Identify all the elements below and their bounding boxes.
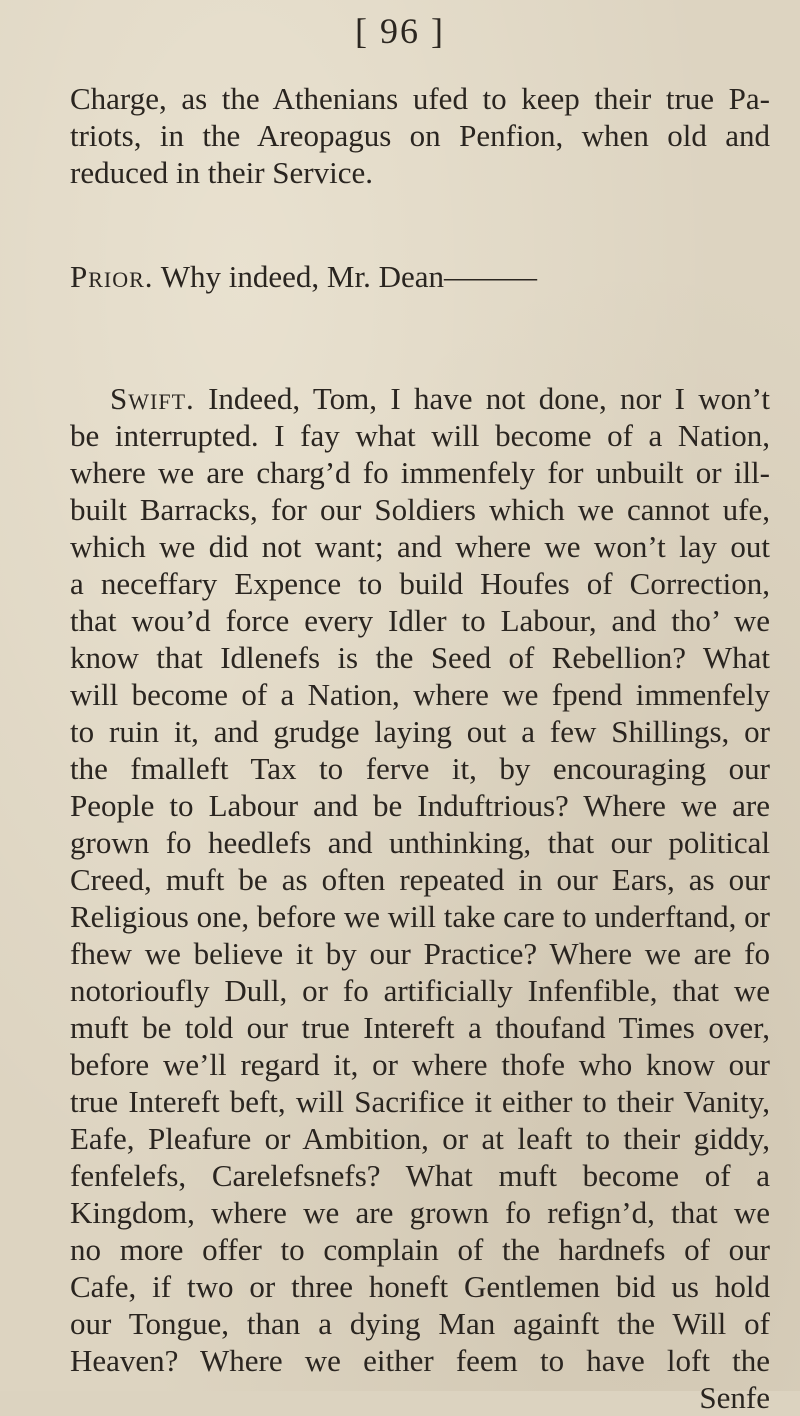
- swift-line: no more offer to complain of the hardnefs of our: [70, 1232, 770, 1267]
- swift-line: People to Labour and be Induftrious? Where we are: [70, 788, 770, 823]
- catchword: Senfe: [699, 1380, 770, 1415]
- swift-line: the fmalleft Tax to ferve it, by encouraging our: [70, 751, 770, 786]
- swift-line: a neceffary Expence to build Houfes of Correction,: [70, 566, 770, 601]
- prior-line: [70, 258, 770, 295]
- swift-line-first: [70, 380, 770, 417]
- swift-line: before we’ll regard it, or where thofe who know our: [70, 1047, 770, 1082]
- swift-speech: [70, 380, 770, 1416]
- prior-speech: [70, 258, 770, 295]
- swift-line: will become of a Nation, where we fpend immenfely: [70, 677, 770, 712]
- speaker-swift: Swift.: [110, 381, 195, 416]
- swift-line: be interrupted. I fay what will become of a Nation,: [70, 418, 770, 453]
- swift-line: muft be told our true Intereft a thoufand Times over,: [70, 1010, 770, 1045]
- speaker-prior: Prior.: [70, 259, 154, 294]
- swift-line: notorioufly Dull, or fo artificially Infenfible, that we: [70, 973, 770, 1008]
- swift-line: built Barracks, for our Soldiers which we cannot ufe,: [70, 492, 770, 527]
- swift-line: to ruin it, and grudge laying out a few Shillings, or: [70, 714, 770, 749]
- swift-line: true Intereft beft, will Sacrifice it either to their Vanity,: [70, 1084, 770, 1119]
- intro-line-3: reduced in their Service.: [70, 155, 373, 190]
- swift-line: that wou’d force every Idler to Labour, and tho’ we: [70, 603, 770, 638]
- intro-paragraph: [70, 80, 770, 191]
- swift-line: which we did not want; and where we won’t lay out: [70, 529, 770, 564]
- swift-line: Kingdom, where we are grown fo refign’d, that we: [70, 1195, 770, 1230]
- swift-line: Eafe, Pleafure or Ambition, or at leaft to their giddy,: [70, 1121, 770, 1156]
- swift-line: where we are charg’d fo immenfely for unbuilt or ill-: [70, 455, 770, 490]
- prior-text: Why indeed, Mr. Dean———: [160, 259, 537, 294]
- page-number: [ 96 ]: [355, 11, 445, 51]
- intro-line-1: Charge, as the Athenians ufed to keep their true Pa-: [70, 81, 770, 116]
- swift-line: our Tongue, than a dying Man againft the Will of: [70, 1306, 770, 1341]
- swift-line: Religious one, before we will take care to underftand, or: [70, 899, 770, 934]
- swift-first-line-text: Indeed, Tom, I have not done, nor I won’t: [208, 381, 771, 416]
- swift-line: Creed, muft be as often repeated in our Ears, as our: [70, 862, 770, 897]
- swift-line: fhew we believe it by our Practice? Where we are fo: [70, 936, 770, 971]
- swift-line: Cafe, if two or three honeft Gentlemen bid us hold: [70, 1269, 770, 1304]
- swift-line: Heaven? Where we either feem to have loft the: [70, 1343, 770, 1378]
- intro-line-2: triots, in the Areopagus on Penfion, when old and: [70, 118, 770, 153]
- swift-line: grown fo heedlefs and unthinking, that our political: [70, 825, 770, 860]
- swift-line: fenfelefs, Carelefsnefs? What muft become of a: [70, 1158, 770, 1193]
- swift-line: know that Idlenefs is the Seed of Rebellion? What: [70, 640, 770, 675]
